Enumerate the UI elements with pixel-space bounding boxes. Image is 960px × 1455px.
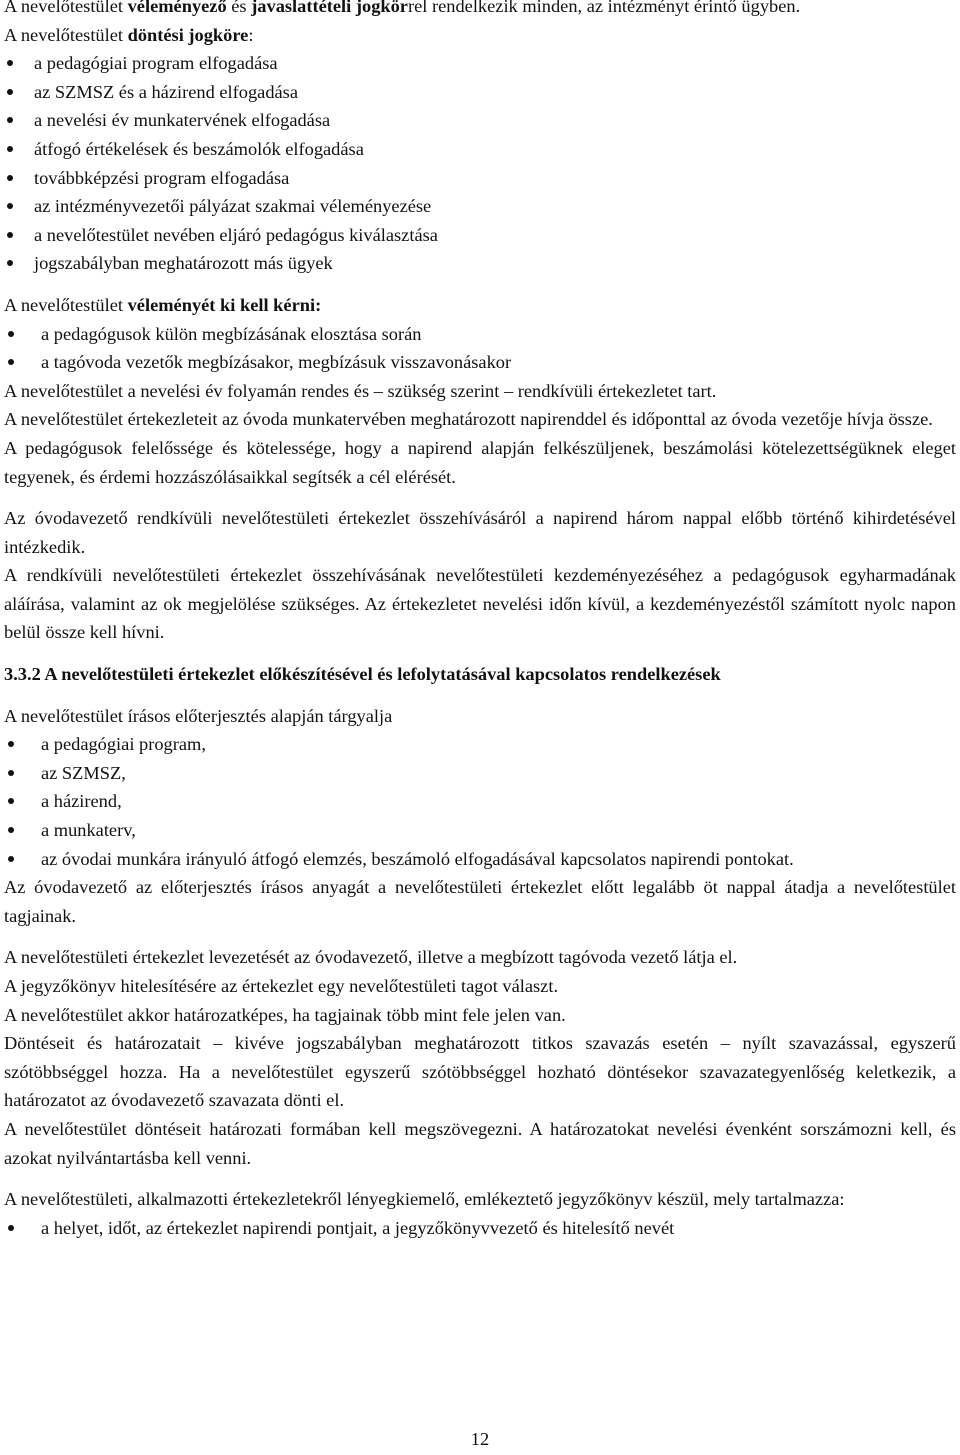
list-item: a pedagógiai program, [4,730,956,759]
written-list [4,730,956,873]
paragraph-opinion-rights: A nevelőtestület véleményező és javaslattételi jogkörrel rendelkezik minden, az intézményt érintő ügyben. [4,0,801,16]
list-item: a pedagógusok külön megbízásának elosztása során [4,320,956,349]
paragraph: Az óvodavezető rendkívüli nevelőtestületi értekezlet összehívásáról a napirend három nappal előbb történő kihirdetésével intézkedik. [4,508,956,557]
list-item: a helyet, időt, az értekezlet napirendi pontjait, a jegyzőkönyvvezető és hitelesítő nevét [4,1214,956,1243]
minutes-intro: A nevelőtestületi, alkalmazotti értekezletekről lényegkiemelő, emlékeztető jegyzőkönyv készül, mely tartalmazza: [4,1189,845,1210]
paragraph: A pedagógusok felelőssége és kötelessége, hogy a napirend alapján felkészüljenek, beszámolási kötelezettségüknek eleget tegyenek, és érdemi hozzászólásaikkal segítsék a cél elérését. [4,437,956,487]
opinion-list [4,320,956,377]
document-page [4,0,956,1242]
list-item: a házirend, [4,787,956,816]
list-item: az SZMSZ, [4,759,956,788]
page-number: 12 [470,1429,490,1449]
list-item: átfogó értékelések és beszámolók elfogadása [4,135,956,164]
paragraph: A jegyzőkönyv hitelesítésére az értekezlet egy nevelőtestületi tagot választ. [4,976,559,996]
paragraph: A nevelőtestület döntéseit határozati formában kell megszövegezni. A határozatokat nevelési évenként sorszámozni kell, és azokat nyilvántartásba kell venni. [4,1118,956,1168]
paragraph: A nevelőtestület akkor határozatképes, ha tagjainak több mint fele jelen van. [4,1004,566,1025]
paragraph: Döntéseit és határozatait – kivéve jogszabályban meghatározott titkos szavazás esetén – nyílt szavazással, egyszerű szótöbbséggel hozza. Ha a nevelőtestület egyszerű szótöbbséggel hozható döntésekor szavazategyenlőség keletkezik, a határozatot az óvodavezető szavazata dönti el. [4,1033,956,1111]
paragraph: A nevelőtestület a nevelési év folyamán rendes és – szükség szerint – rendkívüli értekezletet tart. [4,380,717,401]
list-item: továbbképzési program elfogadása [4,164,956,193]
paragraph: A nevelőtestületi értekezlet levezetését az óvodavezető, illetve a megbízott tagóvoda vezető látja el. [4,947,738,968]
written-intro: A nevelőtestület írásos előterjesztés alapján tárgyalja [4,705,393,726]
list-item: jogszabályban meghatározott más ügyek [4,249,956,278]
list-item: az SZMSZ és a házirend elfogadása [4,78,956,107]
decision-list [4,49,956,278]
section-heading: 3.3.2 A nevelőtestületi értekezlet előkészítésével és lefolytatásával kapcsolatos rendelkezések [4,664,721,685]
list-item: a munkaterv, [4,816,956,845]
minutes-list [4,1214,956,1243]
paragraph: Az óvodavezető az előterjesztés írásos anyagát a nevelőtestületi értekezlet előtt legalább öt nappal átadja a nevelőtestület tagjainak. [4,877,956,926]
list-item: a nevelési év munkatervének elfogadása [4,106,956,135]
list-item: a nevelőtestület nevében eljáró pedagógus kiválasztása [4,221,956,250]
decision-intro: A nevelőtestület döntési jogköre: [4,24,254,45]
paragraph: A nevelőtestület értekezleteit az óvoda munkatervében meghatározott napirenddel és időponttal az óvoda vezetője hívja össze. [4,409,933,430]
list-item: az óvodai munkára irányuló átfogó elemzés, beszámoló elfogadásával kapcsolatos napirendi pontokat. [4,845,956,874]
list-item: a tagóvoda vezetők megbízásakor, megbízásuk visszavonásakor [4,348,956,377]
list-item: a pedagógiai program elfogadása [4,49,956,78]
paragraph: A rendkívüli nevelőtestületi értekezlet összehívásának nevelőtestületi kezdeményezéséhez a pedagógusok egyharmadának aláírása, valamint az ok megjelölése szükséges. Az értekezletet nevelési időn kívül, a kezdeményezéstől számított nyolc napon belül össze kell hívni. [4,565,956,643]
list-item: az intézményvezetői pályázat szakmai véleményezése [4,192,956,221]
opinion-intro: A nevelőtestület véleményét ki kell kérni: [4,294,322,315]
